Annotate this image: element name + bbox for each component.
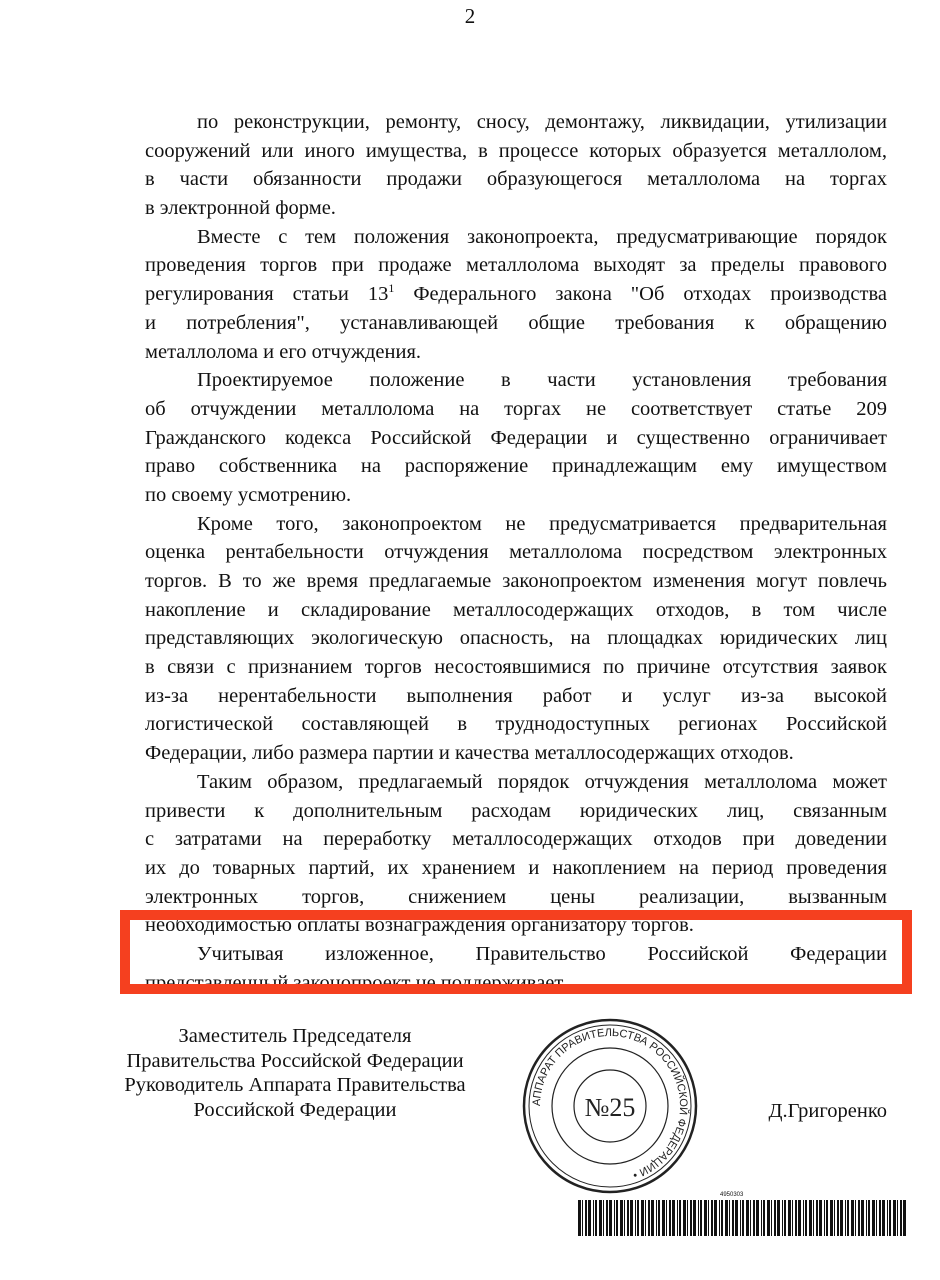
barcode-bar xyxy=(624,1200,625,1236)
text-line: логистической составляющей в труднодоступных регионах Российской xyxy=(145,713,887,736)
barcode-bar xyxy=(740,1200,741,1236)
text-line: их до товарных партий, их хранением и накоплением на период проведения xyxy=(145,856,887,879)
barcode-bar xyxy=(803,1200,804,1236)
text-line: право собственника на распоряжение принадлежащим ему имуществом xyxy=(145,455,887,478)
barcode-bar xyxy=(729,1200,730,1236)
barcode-bar xyxy=(792,1200,793,1236)
barcode-bar xyxy=(725,1200,728,1236)
text-line: торгов. В то же время предлагаемые законопроектом изменения могут повлечь xyxy=(145,570,887,592)
text-line: Учитывая изложенное, Правительство Российской Федерации xyxy=(197,942,887,965)
text-line: регулирования статьи $13^1$ Федерального закона "Об отходах производства xyxy=(145,281,887,306)
barcode-bar xyxy=(834,1200,835,1236)
barcode-bar xyxy=(700,1200,702,1236)
signatory-name: Д.Григоренко xyxy=(768,1100,887,1122)
barcode-bar xyxy=(599,1200,602,1236)
barcode-bar xyxy=(830,1200,833,1236)
text-line: с затратами на переработку металлосодержащих отходов при доведении xyxy=(145,828,887,851)
text-line: из-за нерентабельности выполнения работ и услуг из-за высокой xyxy=(145,684,887,707)
barcode-bar xyxy=(704,1200,707,1236)
barcode-bar xyxy=(798,1200,801,1236)
text-line: оценка рентабельности отчуждения металлолома посредством электронных xyxy=(145,541,887,564)
barcode-bar xyxy=(683,1200,686,1236)
signatory-position xyxy=(110,1024,480,1122)
barcode-bar xyxy=(893,1200,896,1236)
barcode-bar xyxy=(672,1200,675,1236)
barcode-bar xyxy=(690,1200,692,1236)
barcode-bar xyxy=(677,1200,678,1236)
barcode-bar xyxy=(763,1200,765,1236)
barcode-bar xyxy=(585,1200,587,1236)
barcode-bar xyxy=(698,1200,699,1236)
barcode-bar xyxy=(719,1200,720,1236)
text-line: привести к дополнительным расходам юридических лиц, связанным xyxy=(145,799,887,822)
barcode-bar xyxy=(851,1200,854,1236)
text-line: в электронной форме. xyxy=(145,197,336,220)
barcode-bar xyxy=(879,1200,881,1236)
barcode-bar xyxy=(714,1200,717,1236)
barcode-bar xyxy=(882,1200,885,1236)
barcode-bar xyxy=(897,1200,898,1236)
text-line: Гражданского кодекса Российской Федерации и существенно ограничивает xyxy=(145,426,887,449)
document-body xyxy=(145,108,887,997)
barcode-bar xyxy=(656,1200,657,1236)
barcode-bar xyxy=(900,1200,902,1236)
barcode-bar xyxy=(666,1200,667,1236)
barcode-bar xyxy=(826,1200,828,1236)
text-line: в связи с признанием торгов несостоявшимися по причине отсутствия заявок xyxy=(145,656,887,679)
text-line: электронных торгов, снижением цены реализации, вызванным xyxy=(145,885,887,908)
page-number: 2 xyxy=(464,4,476,28)
barcode-number: 4950303 xyxy=(720,1192,744,1198)
position-line: Руководитель Аппарата Правительства xyxy=(124,1074,466,1096)
barcode-bar xyxy=(603,1200,604,1236)
barcode-bar xyxy=(795,1200,797,1236)
barcode-bar xyxy=(824,1200,825,1236)
barcode-bar xyxy=(627,1200,629,1236)
barcode-bar xyxy=(614,1200,615,1236)
text-line: Кроме того, законопроектом не предусматривается предварительная xyxy=(197,512,887,535)
barcode xyxy=(578,1200,908,1236)
barcode-bar xyxy=(637,1200,639,1236)
barcode-bar xyxy=(679,1200,681,1236)
barcode-bar xyxy=(750,1200,751,1236)
barcode-bar xyxy=(903,1200,906,1236)
text-line: и потребления", устанавливающей общие требования к обращению xyxy=(145,311,887,334)
barcode-bar xyxy=(866,1200,867,1236)
barcode-bar xyxy=(819,1200,822,1236)
text-line: Вместе с тем положения законопроекта, предусматривающие порядок xyxy=(197,225,887,248)
barcode-bar xyxy=(771,1200,772,1236)
text-line: по своему усмотрению. xyxy=(145,483,352,506)
position-line: Правительства Российской Федерации xyxy=(126,1049,464,1072)
barcode-bar xyxy=(582,1200,583,1236)
barcode-bar xyxy=(753,1200,755,1236)
text-line: сооружений или иного имущества, в процессе которых образуется металлолом, xyxy=(145,139,887,162)
barcode-bar xyxy=(658,1200,660,1236)
barcode-bar xyxy=(861,1200,864,1236)
text-line: необходимостью оплаты вознаграждения организатору торгов. xyxy=(145,914,694,937)
barcode-bar xyxy=(805,1200,807,1236)
barcode-bar xyxy=(837,1200,839,1236)
text-line: представленный законопроект не поддерживает. xyxy=(145,971,567,994)
barcode-bar xyxy=(777,1200,780,1236)
barcode-bar xyxy=(858,1200,860,1236)
text-line: проведения торгов при продаже металлолома выходят за пределы правового xyxy=(145,254,887,277)
seal-number: №25 xyxy=(584,1093,636,1122)
barcode-bar xyxy=(630,1200,633,1236)
barcode-bar xyxy=(774,1200,776,1236)
barcode-bar xyxy=(711,1200,713,1236)
barcode-bar xyxy=(620,1200,623,1236)
barcode-bar xyxy=(735,1200,738,1236)
barcode-bar xyxy=(816,1200,818,1236)
seal-ring-text: АППАРАТ ПРАВИТЕЛЬСТВА РОССИЙСКОЙ ФЕДЕРАЦИИ • xyxy=(530,1026,690,1181)
text-line: об отчуждении металлолома на торгах не соответствует статье 209 xyxy=(145,397,887,420)
barcode-bar xyxy=(876,1200,877,1236)
barcode-bar xyxy=(813,1200,814,1236)
barcode-bar xyxy=(746,1200,749,1236)
barcode-bar xyxy=(767,1200,770,1236)
text-line: Таким образом, предлагаемый порядок отчуждения металлолома может xyxy=(197,770,887,793)
barcode-bar xyxy=(616,1200,618,1236)
barcode-bar xyxy=(788,1200,791,1236)
barcode-bar xyxy=(708,1200,709,1236)
barcode-bar xyxy=(669,1200,671,1236)
barcode-bar xyxy=(761,1200,762,1236)
text-line: Проектируемое положение в части установления требования xyxy=(197,369,887,392)
position-line: Российской Федерации xyxy=(193,1098,397,1121)
barcode-bar xyxy=(578,1200,581,1236)
barcode-bar xyxy=(595,1200,597,1236)
text-line: Федерации, либо размера партии и качества металлосодержащих отходов. xyxy=(145,742,794,765)
barcode-bar xyxy=(721,1200,723,1236)
barcode-bar xyxy=(845,1200,846,1236)
barcode-bar xyxy=(809,1200,812,1236)
barcode-bar xyxy=(641,1200,644,1236)
barcode-bar xyxy=(609,1200,612,1236)
barcode-bar xyxy=(693,1200,696,1236)
official-seal xyxy=(520,1016,700,1196)
barcode-bar xyxy=(687,1200,688,1236)
barcode-bar xyxy=(782,1200,783,1236)
barcode-bar xyxy=(648,1200,650,1236)
text-line: накопление и складирование металлосодержащих отходов, в том числе xyxy=(145,598,887,621)
barcode-bar xyxy=(889,1200,891,1236)
position-line: Заместитель Председателя xyxy=(178,1025,412,1047)
barcode-bar xyxy=(588,1200,591,1236)
barcode-bar xyxy=(593,1200,594,1236)
barcode-bar xyxy=(784,1200,786,1236)
barcode-bar xyxy=(855,1200,856,1236)
barcode-bar xyxy=(887,1200,888,1236)
barcode-bar xyxy=(847,1200,849,1236)
barcode-bar xyxy=(840,1200,843,1236)
barcode-bar xyxy=(742,1200,744,1236)
text-line: в части обязанности продажи образующегося металлолома на торгах xyxy=(145,168,887,191)
barcode-bar xyxy=(756,1200,759,1236)
text-line: представляющих экологическую опасность, на площадках юридических лиц xyxy=(145,627,887,650)
barcode-bar xyxy=(868,1200,870,1236)
barcode-bar xyxy=(606,1200,608,1236)
text-line: металлолома и его отчуждения. xyxy=(145,340,422,363)
barcode-bar xyxy=(635,1200,636,1236)
barcode-bar xyxy=(872,1200,875,1236)
barcode-bar xyxy=(732,1200,734,1236)
barcode-bar xyxy=(662,1200,665,1236)
barcode-bar xyxy=(645,1200,646,1236)
text-line: по реконструкции, ремонту, сносу, демонтажу, ликвидации, утилизации xyxy=(197,111,887,133)
barcode-bar xyxy=(651,1200,654,1236)
